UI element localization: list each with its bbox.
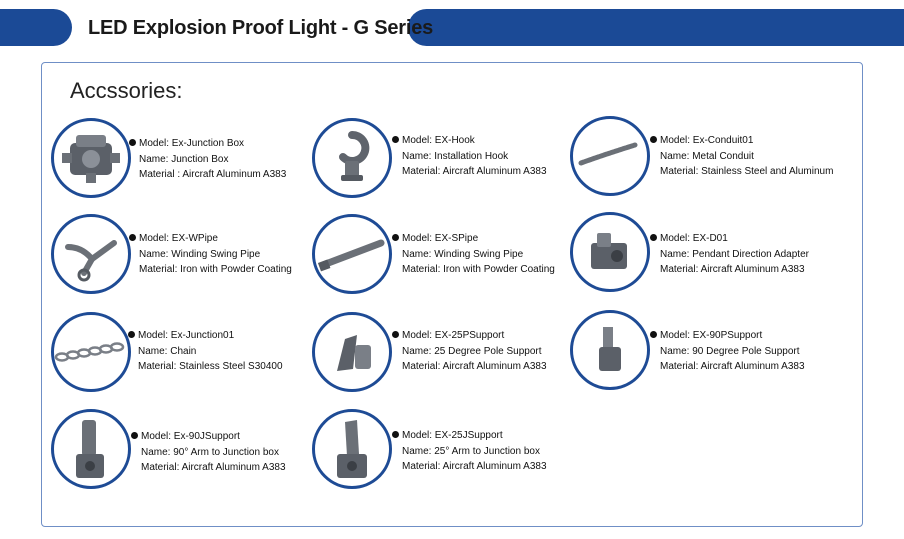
chain-icon xyxy=(51,312,131,392)
adapter-icon xyxy=(570,212,650,292)
item-material: Material: Aircraft Aluminum A383 xyxy=(660,264,805,275)
straight-pipe-icon xyxy=(312,214,392,294)
item-name: Name: Junction Box xyxy=(139,153,229,165)
item-model: Model: Ex-Conduit01 xyxy=(650,133,833,149)
item-model: Model: Ex-Junction01 xyxy=(128,328,283,344)
item-material: Material: Iron with Powder Coating xyxy=(139,264,292,275)
bullet-icon xyxy=(129,139,136,146)
bullet-icon xyxy=(392,331,399,338)
item-name: Name: 90 Degree Pole Support xyxy=(660,345,800,357)
item-model: Model: EX-Hook xyxy=(392,133,547,149)
bullet-icon xyxy=(650,234,657,241)
bullet-icon xyxy=(650,331,657,338)
arm-25-icon xyxy=(312,409,392,489)
bullet-icon xyxy=(129,234,136,241)
item-name: Name: Chain xyxy=(138,345,197,357)
item-name: Name: 25 Degree Pole Support xyxy=(402,345,542,357)
bullet-icon xyxy=(392,136,399,143)
pole-support-25-icon xyxy=(312,312,392,392)
item-material: Material: Aircraft Aluminum A383 xyxy=(660,361,805,372)
junction-box-icon xyxy=(51,118,131,198)
item-name: Name: Winding Swing Pipe xyxy=(139,248,261,260)
item-material: Material: Aircraft Aluminum A383 xyxy=(141,462,286,473)
bullet-icon xyxy=(650,136,657,143)
bullet-icon xyxy=(392,431,399,438)
pole-support-90-icon xyxy=(570,310,650,390)
item-material: Material : Aircraft Aluminum A383 xyxy=(139,169,287,180)
arm-90-icon xyxy=(51,409,131,489)
item-name: Name: 25° Arm to Junction box xyxy=(402,445,540,457)
header-bar-right xyxy=(408,9,904,46)
item-material: Material: Stainless Steel and Aluminum xyxy=(660,166,834,177)
item-name: Name: 90° Arm to Junction box xyxy=(141,446,279,458)
bullet-icon xyxy=(128,331,135,338)
item-model: Model: EX-25PSupport xyxy=(392,328,547,344)
item-model: Model: EX-90PSupport xyxy=(650,328,805,344)
item-name: Name: Winding Swing Pipe xyxy=(402,248,524,260)
item-model: Model: EX-D01 xyxy=(650,231,809,247)
item-name: Name: Pendant Direction Adapter xyxy=(660,248,809,260)
bullet-icon xyxy=(131,432,138,439)
item-material: Material: Iron with Powder Coating xyxy=(402,264,555,275)
item-name: Name: Metal Conduit xyxy=(660,150,754,162)
item-model: Model: Ex-Junction Box xyxy=(129,136,286,152)
item-model: Model: EX-WPipe xyxy=(129,231,292,247)
item-model: Model: EX-SPipe xyxy=(392,231,555,247)
item-material: Material: Aircraft Aluminum A383 xyxy=(402,361,547,372)
item-model: Model: EX-25JSupport xyxy=(392,428,547,444)
item-name: Name: Installation Hook xyxy=(402,150,509,162)
item-material: Material: Aircraft Aluminum A383 xyxy=(402,461,547,472)
header-bar-left xyxy=(0,9,72,46)
winding-pipe-icon xyxy=(51,214,131,294)
conduit-icon xyxy=(570,116,650,196)
item-model: Model: Ex-90JSupport xyxy=(131,429,286,445)
hook-icon xyxy=(312,118,392,198)
bullet-icon xyxy=(392,234,399,241)
page-title: LED Explosion Proof Light - G Series xyxy=(88,17,434,39)
item-material: Material: Stainless Steel S30400 xyxy=(138,361,283,372)
item-material: Material: Aircraft Aluminum A383 xyxy=(402,166,547,177)
section-title: Accssories: xyxy=(70,78,183,103)
